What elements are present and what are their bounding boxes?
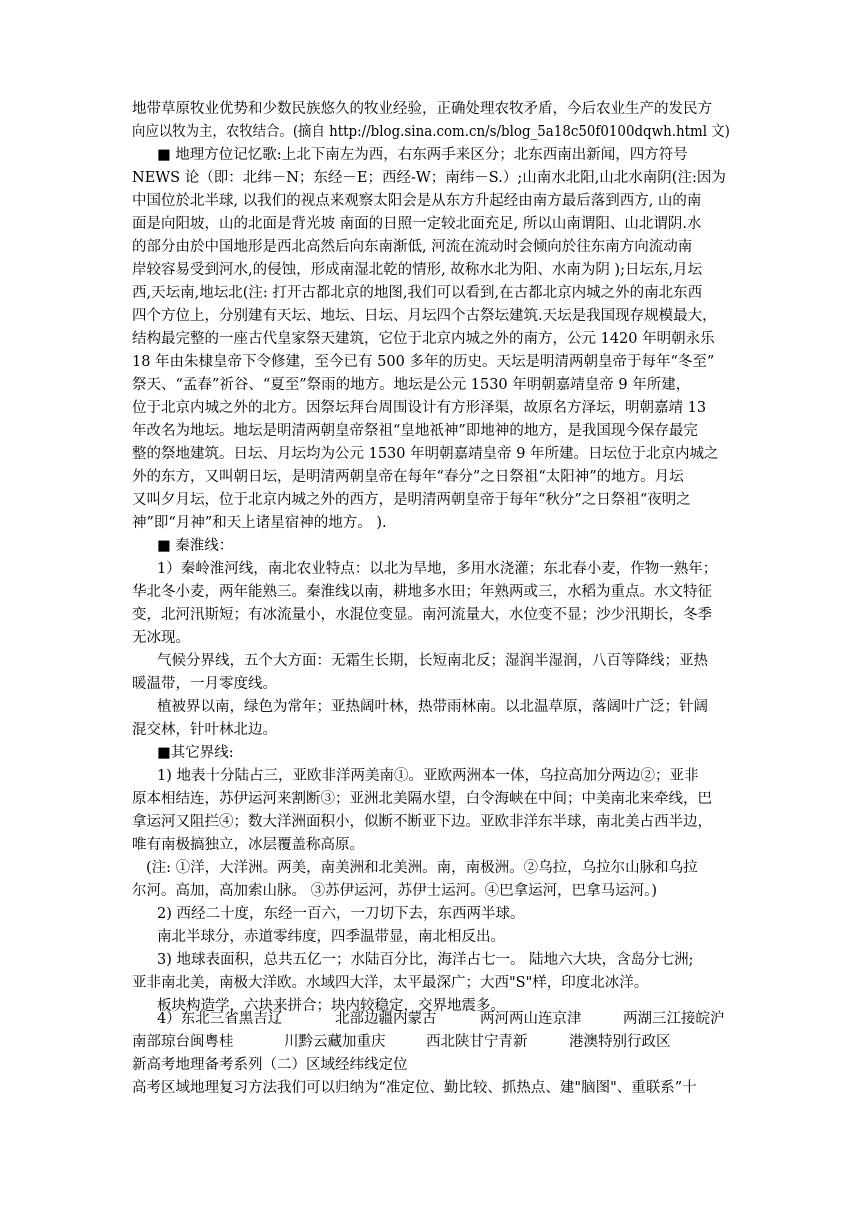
paragraph-line: 拿运河又阻拦④；数大洋洲面积小，似断不断亚下边。亚欧非洋东半球，南北美占西半边， <box>132 814 712 830</box>
paragraph-line: 面是向阳坡，山的北面是背光坡 南面的日照一定较北面充足, 所以山南谓阳、山北谓阴.水 <box>132 216 702 232</box>
region-item: 两湖三江接皖沪 <box>623 1011 725 1027</box>
paragraph-line: 四个方位上，分别建有天坛、地坛、日坛、月坛四个古祭坛建筑.天坛是我国现存规模最大， <box>132 308 717 324</box>
paragraph-line: 3) 地球表面积，总共五亿一；水陆百分比，海洋占七一。 陆地六大块，含岛分七洲; <box>157 952 694 968</box>
paragraph-line: 位于北京内城之外的北方。因祭坛拜台周围设计有方形泽渠，故原名方泽坛，明朝嘉靖 13 <box>132 400 707 416</box>
paragraph-line: 结构最完整的一座古代皇家祭天建筑，它位于北京内城之外的南方，公元 1420 年明朝永乐 <box>132 331 715 347</box>
paragraph-line: 18 年由朱棣皇帝下令修建，至今已有 500 多年的历史。天坛是明清两朝皇帝于每年“冬至” <box>132 354 715 370</box>
paragraph-line: ■其它界线: <box>157 745 234 761</box>
paragraph-line: 中国位於北半球, 以我们的视点来观察太阳会是从东方升起经由南方最后落到西方, 山的南 <box>132 193 702 209</box>
paragraph-line: 祭天、“孟春”祈谷、“夏至”祭雨的地方。地坛是公元 1530 年明朝嘉靖皇帝 9 年所建， <box>132 377 691 393</box>
region-item: 川黔云藏加重庆 <box>284 1034 386 1050</box>
paragraph-line: 年改名为地坛。地坛是明清两朝皇帝祭祖“皇地祇神”即地神的地方，是我国现今保存最完 <box>132 423 698 439</box>
paragraph-line: 向应以牧为主，农牧结合。(摘自 http://blog.sina.com.cn/s/blog_5a18c50f0100dqwh.html 文) <box>132 124 730 140</box>
paragraph-line: 变，北河汛斯短；有冰流量小，水混位变显。南河流量大，水位变不显；沙少汛期长，冬季 <box>132 607 712 623</box>
paragraph-line: NEWS 论（即：北纬－N；东经－E；西经-W；南纬－S.）;山南水北阳,山北水南阴(注:因为 <box>132 170 726 186</box>
paragraph-line: 1) 地表十分陆占三，亚欧非洋两美南①。亚欧两洲本一体，乌拉高加分两边②；亚非 <box>157 768 699 784</box>
paragraph-line: 又叫夕月坛，位于北京内城之外的西方，是明清两朝皇帝于每年“秋分”之日祭祖“夜明之 <box>132 492 691 508</box>
paragraph-line: (注: ①洋，大洋洲。两美，南美洲和北美洲。南，南极洲。②乌拉，乌拉尔山脉和乌拉 <box>146 860 698 876</box>
paragraph-line: 岸较容易受到河水,的侵蚀，形成南湿北乾的情形, 故称水北为阳、水南为阴 );日坛东,月坛 <box>132 262 703 278</box>
region-item: 两河两山连京津 <box>480 1011 582 1027</box>
paragraph-line: 地带草原牧业优势和少数民族悠久的牧业经验，正确处理农牧矛盾，今后农业生产的发民方 <box>132 101 712 117</box>
region-item: 北部边疆内蒙古 <box>335 1011 437 1027</box>
paragraph-line: 外的东方，又叫朝日坛，是明清两朝皇帝在每年“春分”之日祭祖“太阳神”的地方。月坛 <box>132 469 684 485</box>
region-item: 港澳特别行政区 <box>569 1034 671 1050</box>
paragraph-line: 植被界以南，绿色为常年；亚热阔叶林，热带雨林南。以北温草原，落阔叶广泛；针阔 <box>157 699 708 715</box>
paragraph-line: 混交林，针叶林北边。 <box>132 722 277 738</box>
section-heading: 新高考地理备考系列（二）区域经纬线定位 <box>132 1057 408 1073</box>
region-item: 4）东北三省黑吉辽 <box>157 1011 283 1027</box>
paragraph-line: 板块构造学，六块来拼合；块内较稳定，交界地震多。 <box>157 998 505 1014</box>
paragraph-line: 2) 西经二十度，东经一百六，一刀切下去，东西两半球。 <box>157 906 525 922</box>
paragraph-line: 尔河。高加，高加索山脉。 ③苏伊运河，苏伊士运河。④巴拿运河，巴拿马运河。) <box>132 883 658 899</box>
region-item: 南部琼台闽粤桂 <box>132 1034 234 1050</box>
paragraph-line: ■ 秦淮线： <box>157 538 234 554</box>
paragraph-line: 南北半球分，赤道零纬度，四季温带显，南北相反出。 <box>157 929 505 945</box>
paragraph-line: 高考区域地理复习方法我们可以归纳为“准定位、勤比较、抓热点、建"脑图"、重联系”十 <box>132 1080 697 1096</box>
paragraph-line: 整的祭地建筑。日坛、月坛均为公元 1530 年明朝嘉靖皇帝 9 年所建。日坛位于北京内城之 <box>132 446 719 462</box>
paragraph-line: 无冰现。 <box>132 630 190 646</box>
paragraph-line: 的部分由於中国地形是西北高然后向东南渐低, 河流在流动时会倾向於往东南方向流动南 <box>132 239 693 255</box>
paragraph-line: 原本相结连，苏伊运河来割断③；亚洲北美隔水望，白令海峡在中间；中美南北来牵线，巴 <box>132 791 712 807</box>
paragraph-line: 亚非南北美，南极大洋欧。水域四大洋，太平最深广；大西"S"样，印度北冰洋。 <box>132 975 649 991</box>
paragraph-line: 华北冬小麦，两年能熟三。秦淮线以南，耕地多水田；年熟两或三，水稻为重点。水文特征 <box>132 584 712 600</box>
paragraph-line: 暖温带，一月零度线。 <box>132 676 277 692</box>
paragraph-line: 神”即“月神”和天上诸星宿神的地方。 ). <box>132 515 387 531</box>
region-item: 西北陕甘宁青新 <box>426 1034 528 1050</box>
paragraph-line: 唯有南极搞独立，冰层覆盖称高原。 <box>132 837 364 853</box>
paragraph-line: 气候分界线，五个大方面：无霜生长期，长短南北反；湿润半湿润，八百等降线；亚热 <box>157 653 708 669</box>
paragraph-line: ■ 地理方位记忆歌:上北下南左为西，右东两手来区分；北东西南出新闻，四方符号 <box>157 147 688 163</box>
paragraph-line: 西,天坛南,地坛北(注: 打开古都北京的地图,我们可以看到,在古都北京内城之外的南北东西 <box>132 285 703 301</box>
paragraph-line: 1）秦岭淮河线，南北农业特点：以北为旱地，多用水浇灌；东北春小麦，作物一熟年； <box>157 561 718 577</box>
